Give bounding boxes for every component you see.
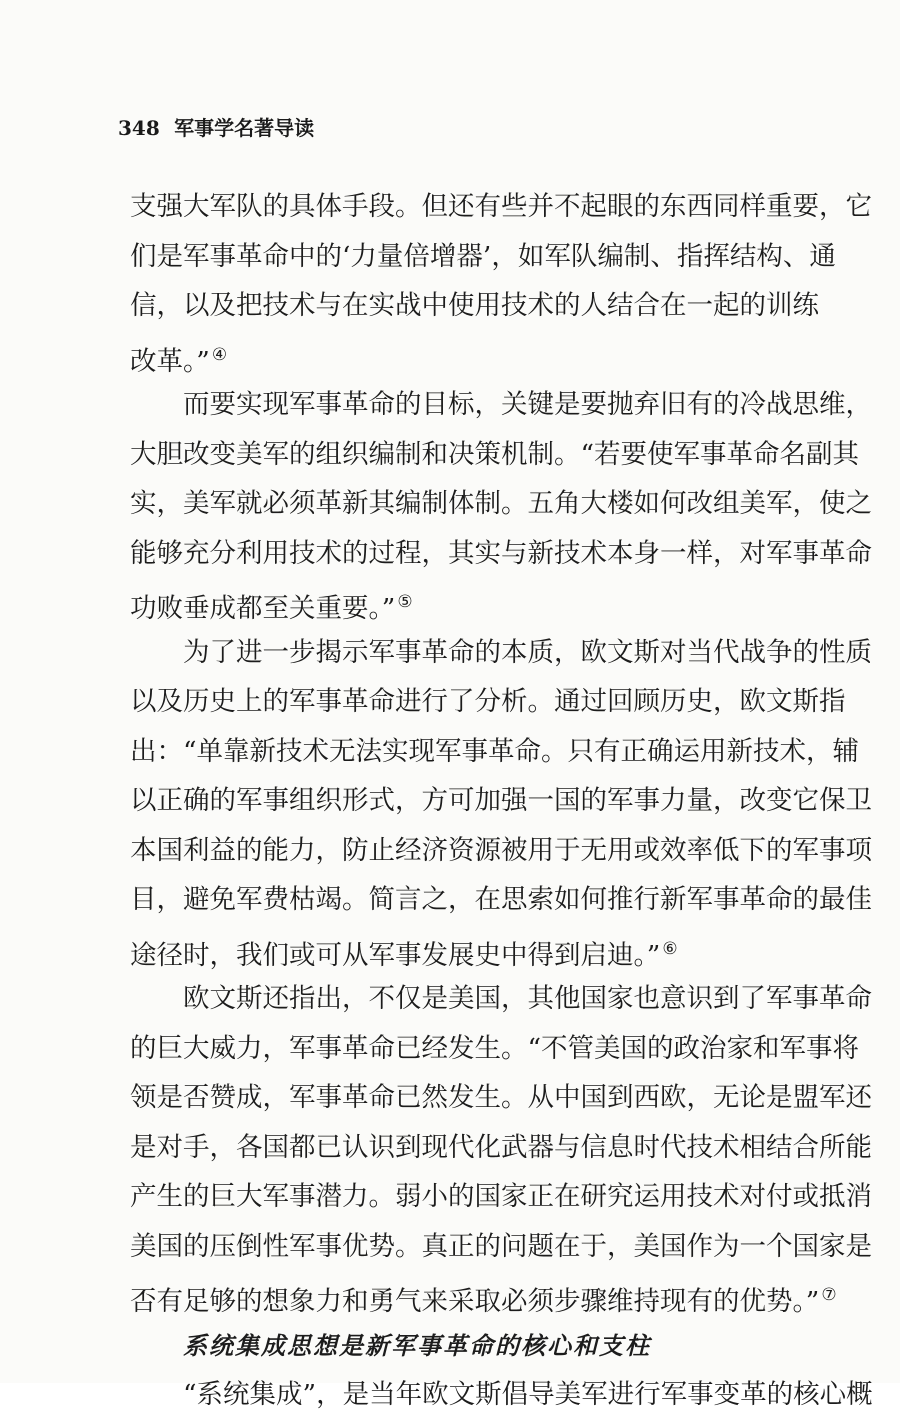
text-line: 信，以及把技术与在实战中使用技术的人结合在一起的训练 <box>130 290 819 321</box>
text-line <box>130 578 770 628</box>
text-line: 实，美军就必须革新其编制体制。五角大楼如何改组美军，使之 <box>130 488 872 519</box>
text-line: 是对手，各国都已认识到现代化武器与信息时代技术相结合所能 <box>130 1131 872 1163</box>
text-line: 支强大军队的具体手段。但还有些并不起眼的东西同样重要，它 <box>130 191 872 222</box>
text-line <box>130 1271 837 1321</box>
footnote-marker: ⑦ <box>821 1285 837 1305</box>
text-line: 以及历史上的军事革命进行了分析。通过回顾历史，欧文斯指 <box>130 686 846 717</box>
section-subheading: 系统集成思想是新军事革命的核心和支柱 <box>183 1330 651 1360</box>
paragraph-3 <box>130 628 872 975</box>
text-line <box>130 925 770 975</box>
book-title: 军事学名著导读 <box>174 116 315 140</box>
footnote-marker: ④ <box>211 344 228 365</box>
footnote-marker: ⑥ <box>662 938 678 959</box>
text-line: 产生的巨大军事潜力。弱小的国家正在研究运用技术对付或抵消 <box>130 1181 872 1212</box>
text-line: 们是军事革命中的‘力量倍增器’，如军队编制、指挥结构、通 <box>130 240 836 272</box>
text-line: 领是否赞成，军事革命已然发生。从中国到西欧，无论是盟军还 <box>130 1082 872 1113</box>
page-number: 348 <box>118 116 160 140</box>
footnote-marker: ⑤ <box>397 592 413 612</box>
paragraph-2 <box>130 380 872 628</box>
text-line: 大胆改变美军的组织编制和决策机制。“若要使军事革命名副其 <box>130 438 860 470</box>
text-line: 以正确的军事组织形式，方可加强一国的军事力量，改变它保卫 <box>130 785 872 816</box>
body-text <box>130 182 873 1420</box>
text-line: 出：“单靠新技术无法实现军事革命。只有正确运用新技术，辅 <box>130 735 860 767</box>
text-line: 为了进一步揭示军事革命的本质，欧文斯对当代战争的性质 <box>183 636 872 668</box>
text-line: 欧文斯还指出，不仅是美国，其他国家也意识到了军事革命 <box>183 983 872 1014</box>
text-line <box>130 331 770 381</box>
paragraph-4 <box>130 974 872 1321</box>
text-line: 本国利益的能力，防止经济资源被用于无用或效率低下的军事项 <box>130 834 872 866</box>
text-line: 美国的压倒性军事优势。真正的问题在于，美国作为一个国家是 <box>130 1230 872 1262</box>
text-line-content: 功败垂成都至关重要。” <box>130 593 396 624</box>
running-head <box>118 112 314 141</box>
text-line: 能够充分利用技术的过程，其实与新技术本身一样，对军事革命 <box>130 537 872 569</box>
text-line: “系统集成”，是当年欧文斯倡导美军进行军事变革的核心概 <box>183 1379 873 1410</box>
text-line-content: 否有足够的想象力和勇气来采取必须步骤维持现有的优势。” <box>130 1286 820 1317</box>
text-line-content: 改革。” <box>130 345 210 377</box>
text-line: 的巨大威力，军事革命已经发生。“不管美国的政治家和军事将 <box>130 1032 860 1064</box>
text-line: 目，避免军费枯竭。简言之，在思索如何推行新军事革命的最佳 <box>130 884 872 915</box>
text-line: 而要实现军事革命的目标，关键是要抛弃旧有的冷战思维， <box>183 389 872 420</box>
paragraph-1 <box>130 182 872 380</box>
text-line-content: 途径时，我们或可从军事发展史中得到启迪。” <box>130 939 661 971</box>
